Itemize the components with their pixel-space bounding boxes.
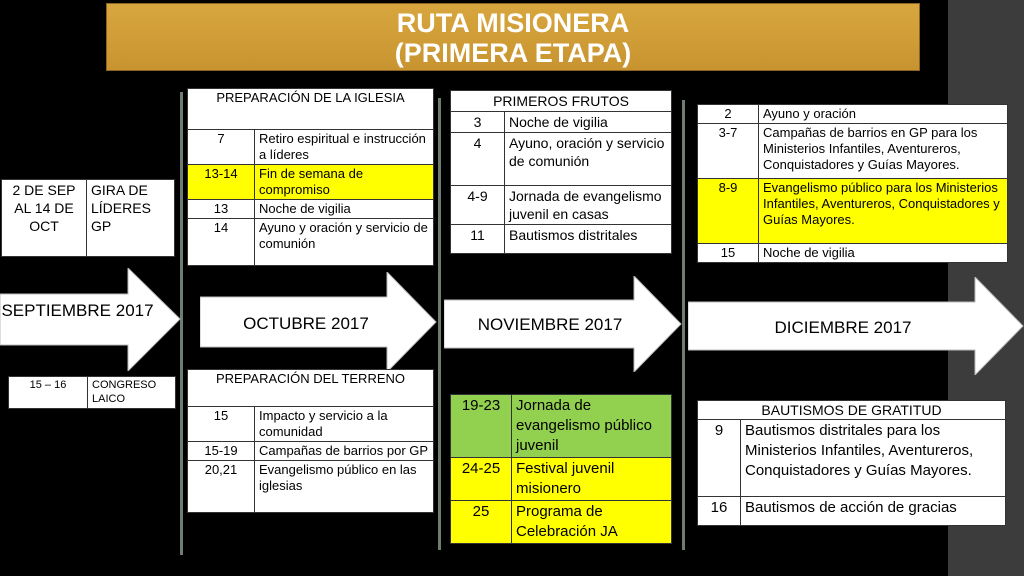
table-cell: Festival juvenil misionero xyxy=(512,458,672,501)
page-title xyxy=(106,3,920,71)
table-cell: 14 xyxy=(188,219,255,266)
arrow-noviembre xyxy=(444,276,682,372)
gira-date: 2 DE SEP AL 14 DE OCT xyxy=(2,180,87,257)
congreso-event: CONGRESO LAICO xyxy=(88,377,176,409)
table-cell: Campañas de barrios en GP para los Ministerios Infantiles, Aventureros, Conquistadores y Guías Mayores. xyxy=(759,124,1008,179)
table-cell: 7 xyxy=(188,130,255,165)
table-cell: 9 xyxy=(698,420,741,497)
table-cell: 25 xyxy=(451,501,512,544)
table-cell: 4-9 xyxy=(451,186,505,225)
title-line-1: RUTA MISIONERA xyxy=(396,8,630,38)
table-cell: Ayuno, oración y servicio de comunión xyxy=(505,133,672,186)
gira-event: GIRA DE LÍDERES GP xyxy=(87,180,175,257)
table-cell: Bautismos distritales para los Ministerios Infantiles, Aventureros, Conquistadores y Guías Mayores. xyxy=(741,420,1006,497)
diciembre-top-table xyxy=(697,104,1008,263)
table-cell: 15 xyxy=(698,244,759,263)
table-cell: Jornada de evangelismo público juvenil xyxy=(512,395,672,458)
gira-table xyxy=(1,179,175,257)
arrow-diciembre xyxy=(688,277,1024,375)
title-line-2: (PRIMERA ETAPA) xyxy=(394,38,632,68)
table-cell: 16 xyxy=(698,497,741,526)
table-cell: Evangelismo público en las iglesias xyxy=(255,461,434,513)
table-cell: Fin de semana de compromiso xyxy=(255,165,434,200)
iglesia-header: PREPARACIÓN DE LA IGLESIA xyxy=(188,89,434,130)
table-cell: Jornada de evangelismo juvenil en casas xyxy=(505,186,672,225)
table-cell: Campañas de barrios por GP xyxy=(255,442,434,461)
table-cell: 24-25 xyxy=(451,458,512,501)
table-cell: 19-23 xyxy=(451,395,512,458)
table-cell: Noche de vigilia xyxy=(255,200,434,219)
table-cell: 11 xyxy=(451,225,505,254)
arrow-label-octubre: OCTUBRE 2017 xyxy=(243,314,369,333)
table-cell: Programa de Celebración JA xyxy=(512,501,672,544)
terreno-header: PREPARACIÓN DEL TERRENO xyxy=(188,370,434,407)
table-cell: Bautismos distritales xyxy=(505,225,672,254)
juvenil-table xyxy=(450,394,672,544)
table-cell: 13 xyxy=(188,200,255,219)
table-cell: Bautismos de acción de gracias xyxy=(741,497,1006,526)
arrow-label-noviembre: NOVIEMBRE 2017 xyxy=(477,315,623,334)
table-cell: 20,21 xyxy=(188,461,255,513)
table-cell: Ayuno y oración xyxy=(759,105,1008,124)
arrow-octubre xyxy=(200,272,437,372)
table-cell: Noche de vigilia xyxy=(505,112,672,133)
terreno-table xyxy=(187,369,434,513)
table-cell: Ayuno y oración y servicio de comunión xyxy=(255,219,434,266)
table-cell: 3 xyxy=(451,112,505,133)
table-cell: 15 xyxy=(188,407,255,442)
frutos-header: PRIMEROS FRUTOS xyxy=(451,91,672,112)
congreso-table xyxy=(8,376,176,409)
table-cell: Evangelismo público para los Ministerios Infantiles, Aventureros, Conquistadores y Guías Mayores. xyxy=(759,179,1008,244)
table-cell: Noche de vigilia xyxy=(759,244,1008,263)
table-cell: 8-9 xyxy=(698,179,759,244)
table-cell: Retiro espiritual e instrucción a líderes xyxy=(255,130,434,165)
table-cell: 2 xyxy=(698,105,759,124)
arrow-septiembre xyxy=(0,268,181,371)
congreso-date: 15 – 16 xyxy=(9,377,88,409)
arrow-label-diciembre: DICIEMBRE 2017 xyxy=(774,318,912,337)
table-cell: 15-19 xyxy=(188,442,255,461)
table-cell: Impacto y servicio a la comunidad xyxy=(255,407,434,442)
bautismos-table xyxy=(697,400,1006,526)
table-cell: 3-7 xyxy=(698,124,759,179)
separator-2 xyxy=(438,98,441,550)
frutos-table xyxy=(450,90,672,254)
bautismos-header: BAUTISMOS DE GRATITUD xyxy=(698,401,1006,420)
table-cell: 13-14 xyxy=(188,165,255,200)
arrow-label-septiembre: SEPTIEMBRE 2017 xyxy=(1,301,154,320)
table-cell: 4 xyxy=(451,133,505,186)
iglesia-table xyxy=(187,88,434,266)
separator-3 xyxy=(682,100,685,550)
